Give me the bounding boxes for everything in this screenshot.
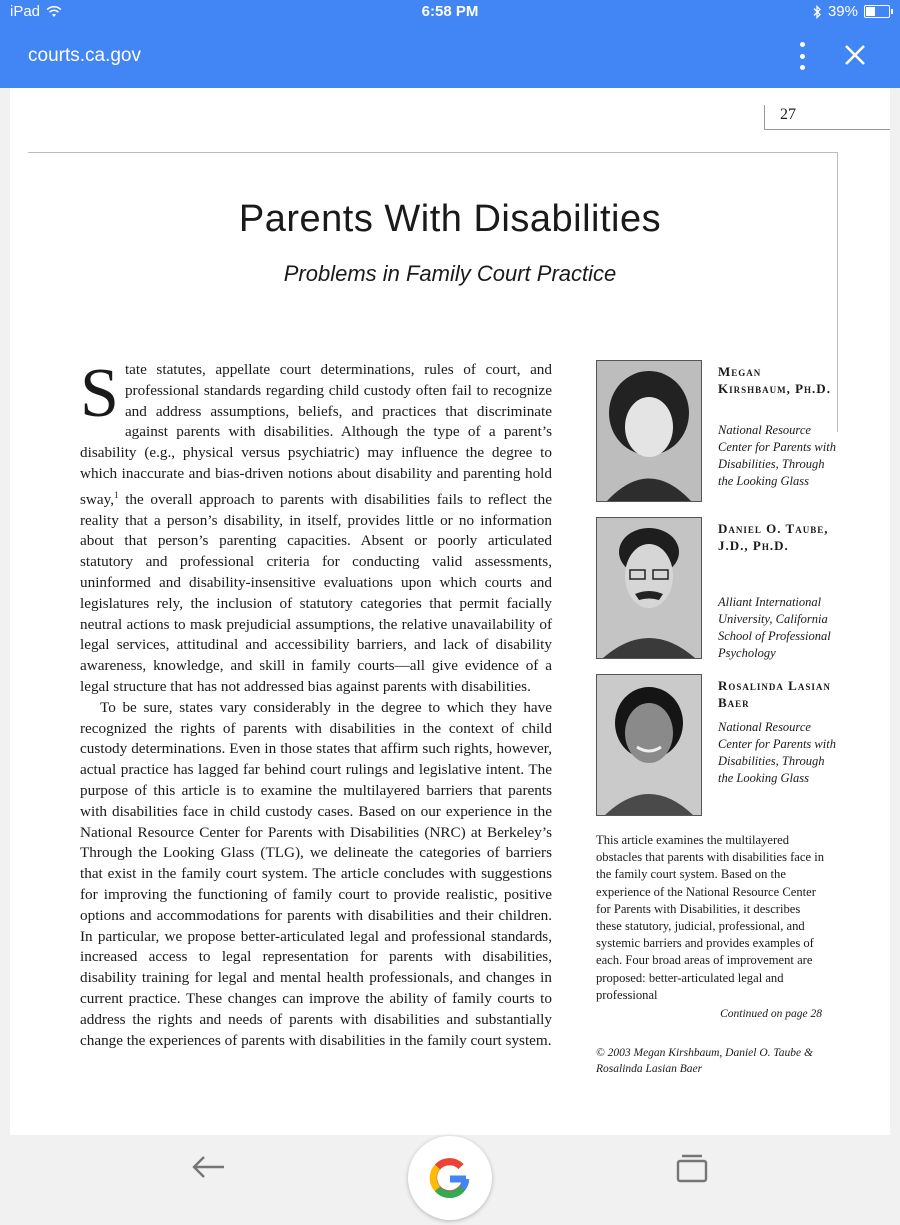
battery-icon [864,5,890,18]
header-rule [764,129,890,130]
status-bar [0,0,900,24]
abstract: This article examines the multilayered obstacles that parents with disabilities face in the family court system. Based on the experience of the National Resource Center for Parents with Disabilities, it describes these statutory, judicial, professional, and systemic barriers and provides examples of each. Four broad areas of improvement are proposed: better-articulated legal and professional [596,833,825,1002]
google-button[interactable] [408,1136,492,1220]
tabs-overview-icon[interactable] [672,1147,712,1187]
device-label: iPad [10,3,41,20]
article-subtitle: Problems in Family Court Practice [283,261,617,286]
author-affiliation: National Resource Center for Parents with Disabilities, Through the Looking Glass [718,720,836,785]
author-card [596,674,846,831]
footnote-ref[interactable]: 1 [114,489,119,500]
document-page [10,88,890,1135]
copyright-note: © 2003 Megan Kirshbaum, Daniel O. Taube & Rosalinda Lasian Baer [596,1047,813,1075]
page-number: 27 [780,106,796,123]
header-rule [764,105,765,129]
browser-toolbar [0,24,900,88]
author-name: Daniel O. Taube, J.D., Ph.D. [718,521,829,553]
google-icon [408,1136,492,1220]
author-name: Megan Kirshbaum, Ph.D. [718,364,831,396]
author-affiliation: Alliant International University, California School of Professional Psychology [718,595,831,660]
more-options-icon[interactable] [790,42,814,70]
bluetooth-icon [812,5,822,19]
continued-note: Continued on page 28 [720,1008,822,1020]
close-icon[interactable] [840,38,870,72]
url-label[interactable]: courts.ca.gov [28,45,141,66]
status-time: 6:58 PM [421,3,479,20]
bottom-nav [0,1135,900,1200]
article-body [80,355,552,1051]
paragraph-1: State statutes, appellate court determinations, rules of court, and professional standards regarding child custody often fail to recognize and address assumptions, beliefs, and practices that discriminate against parents with disabilities. Although the type of a parent’s disability (e.g., physical versus psychiatric) may influence the degree to which inaccurate and bias-driven notions about disability and parenting hold sway,$^1$ the overall approach to parents with disabilities fails to reflect the reality that a person’s disability, in itself, provides little or no information about that person’s parenting capacities. Absent or poorly articulated statutory and professional criteria for conducting valid assessments, uninformed and disability-insensitive evaluations upon which courts and legislatures rely, the inclusion of statutory categories that permit facially neutral actions to mask prejudicial assumptions, the relative unavailability of legal services, attitudinal and accessibility barriers, and lack of disability awareness, knowledge, and skill in family courts—all give evidence of a legal structure that has not addressed bias against parents with disabilities. [80,355,552,696]
battery-percent: 39% [827,3,858,20]
author-card [596,517,846,674]
author-affiliation: National Resource Center for Parents with Disabilities, Through the Looking Glass [718,423,836,488]
author-photo [596,360,702,502]
paragraph-2: To be sure, states vary considerably in the degree to which they have recognized the rights of parents with disabilities in the context of child custody determinations. Even in those states that affirm such rights, however, actual practice has lagged far behind court rulings and legislative intent. The purpose of this article is to examine the multilayered barriers that parents with disabilities face in child custody cases. Based on our experience in the National Resource Center for Parents with Disabilities (NRC) at Berkeley’s Through the Looking Glass (TLG), we delineate the categories of barriers that exist in the family court system. The article concludes with suggestions for improving the functioning of family court to provide realistic, positive options and accommodations for parents with disabilities and their children. In particular, we propose better-articulated legal and professional standards, increased access to legal representation for parents with disabilities, disability training for legal and mental health professionals, and changes in current practice. These changes can improve the ability of family courts to address the rights and needs of parents with disabilities and substantially change the experiences of parents with disabilities in the family court system. [80,698,552,1049]
author-column [596,360,846,831]
article-title: Parents With Disabilities [238,198,662,240]
author-photo [596,674,702,816]
frame-rule [28,152,838,153]
drop-cap: S [80,355,119,432]
author-card [596,360,846,517]
author-photo [596,517,702,659]
author-name: Rosalinda Lasian Baer [718,678,831,710]
back-arrow-icon[interactable] [188,1147,228,1187]
